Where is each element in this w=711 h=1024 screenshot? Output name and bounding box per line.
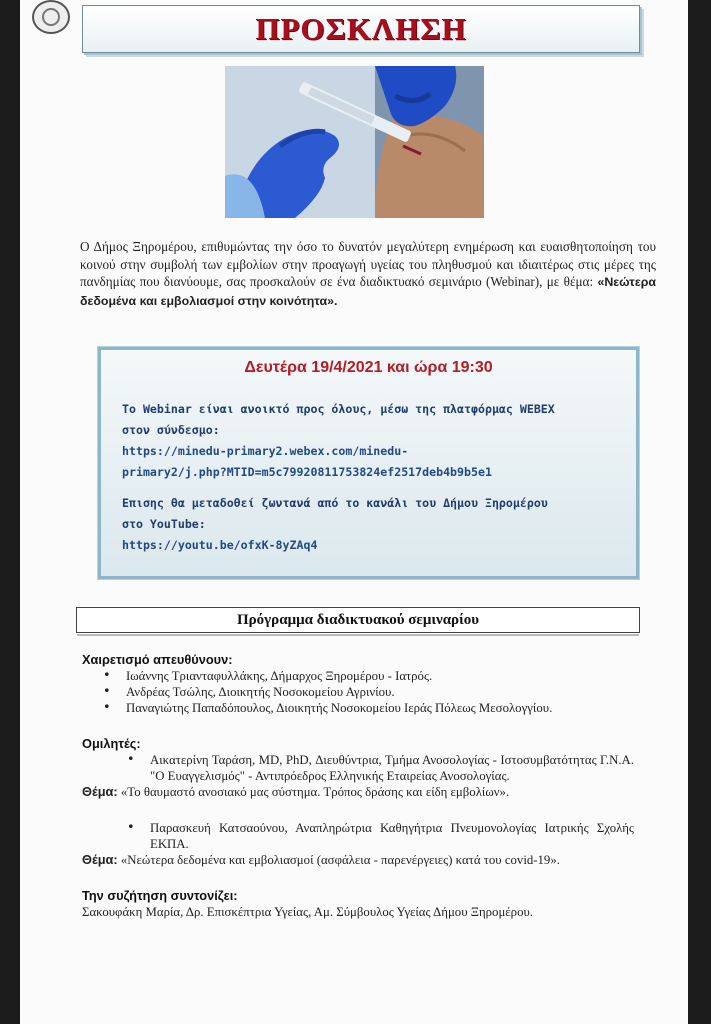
event-details: [122, 399, 622, 556]
event-date: Δευτέρα 19/4/2021 και ώρα 19:30: [244, 359, 493, 376]
speaker-item: • Αικατερίνη Ταράση, MD, PhD, Διευθύντρια, Τμήμα Ανοσολογίας - Ιστοσυμβατότητας Γ.Ν.Α. "Ο Ευαγγελισμός" - Αντιπρόεδρος Ελληνικής Εταιρείας Ανοσολογίας.: [150, 752, 634, 784]
program-heading-box: [76, 607, 640, 633]
intro-text: Ο Δήμος Ξηρομέρου, επιθυμώντας την όσο το δυνατόν μεγαλύτερη ενημέρωση και ευαισθητοποίηση του κοινού στην συμβολή των εμβολίων στην προαγωγή υγείας του πληθυσμού και ιδιαιτέρως στις μέρες της πανδημίας που διανύουμε, σας προσκαλούν σε ένα διαδικτυακό σεμινάριο (Webinar), με θέμα:: [80, 239, 656, 289]
municipality-seal-icon: [32, 0, 70, 34]
greetings-list: [82, 668, 634, 716]
intro-topic: «Νεώτερα δεδομένα και εμβολιασμοί στην κοινότητα».: [80, 275, 656, 308]
thema-2: [82, 852, 634, 868]
thema-1: [82, 784, 634, 800]
program-body: [82, 652, 634, 920]
greeting-item: • Παναγιώτης Παπαδόπουλος, Διοικητής Νοσοκομείου Ιεράς Πόλεως Μεσολογγίου.: [126, 700, 634, 716]
event-info-box: [98, 347, 639, 579]
thema-1-text: «Το θαυμαστό ανοσιακό μας σύστημα. Τρόπος δράσης και είδη εμβολίων».: [120, 785, 510, 799]
vaccination-illustration: [225, 66, 484, 218]
intro-paragraph: [80, 238, 656, 310]
vaccination-photo: [225, 66, 484, 218]
youtube-link[interactable]: https://youtu.be/ofxK-8yZAq4: [122, 538, 318, 552]
moderator-heading: Την συζήτηση συντονίζει:: [82, 888, 238, 903]
program-title: Πρόγραμμα διαδικτυακού σεμιναρίου: [236, 611, 480, 628]
greeting-item: • Ανδρέας Τσώλης, Διοικητής Νοσοκομείου Αγρινίου.: [126, 684, 634, 700]
greeting-item: • Ιωάννης Τριανταφυλλάκης, Δήμαρχος Ξηρομέρου - Ιατρός.: [126, 668, 634, 684]
page-title: ΠΡΟΣΚΛΗΣΗ: [255, 11, 467, 46]
webinar-line-2: στον σύνδεσμο:: [122, 423, 220, 437]
speaker-item: • Παρασκευή Κατσαούνου, Αναπληρώτρια Καθηγήτρια Πνευμονολογίας Ιατρικής Σχολής ΕΚΠΑ.: [150, 820, 634, 852]
title-banner: [82, 5, 640, 53]
youtube-line-1: Επισης θα μεταδοθεί ζωντανά από το κανάλι του Δήμου Ξηρομέρου: [122, 496, 548, 510]
webinar-line-1: Το Webinar είναι ανοικτό προς όλους, μέσω της πλατφόρμας WEBEX: [122, 402, 555, 416]
webex-link-2[interactable]: primary2/j.php?MTID=m5c79920811753824ef2517deb4b9b5e1: [122, 465, 492, 479]
moderator-text: Σακουφάκη Μαρία, Δρ. Επισκέπτρια Υγείας, Αμ. Σύμβουλος Υγείας Δήμου Ξηρομέρου.: [82, 905, 534, 919]
speaker-list-1: [82, 752, 634, 784]
youtube-line-2: στο YouTube:: [122, 517, 206, 531]
thema-label: Θέμα:: [82, 784, 118, 799]
thema-label: Θέμα:: [82, 852, 118, 867]
speaker-list-2: [82, 820, 634, 852]
speakers-heading: Ομιλητές:: [82, 736, 141, 751]
thema-2-text: «Νεώτερα δεδομένα και εμβολιασμοί (ασφάλεια - παρενέργειες) κατά του covid-19».: [120, 853, 560, 867]
webex-link-1[interactable]: https://minedu-primary2.webex.com/minedu-: [122, 444, 409, 458]
greetings-heading: Χαιρετισμό απευθύνουν:: [82, 652, 233, 667]
invitation-page: [20, 0, 688, 1024]
